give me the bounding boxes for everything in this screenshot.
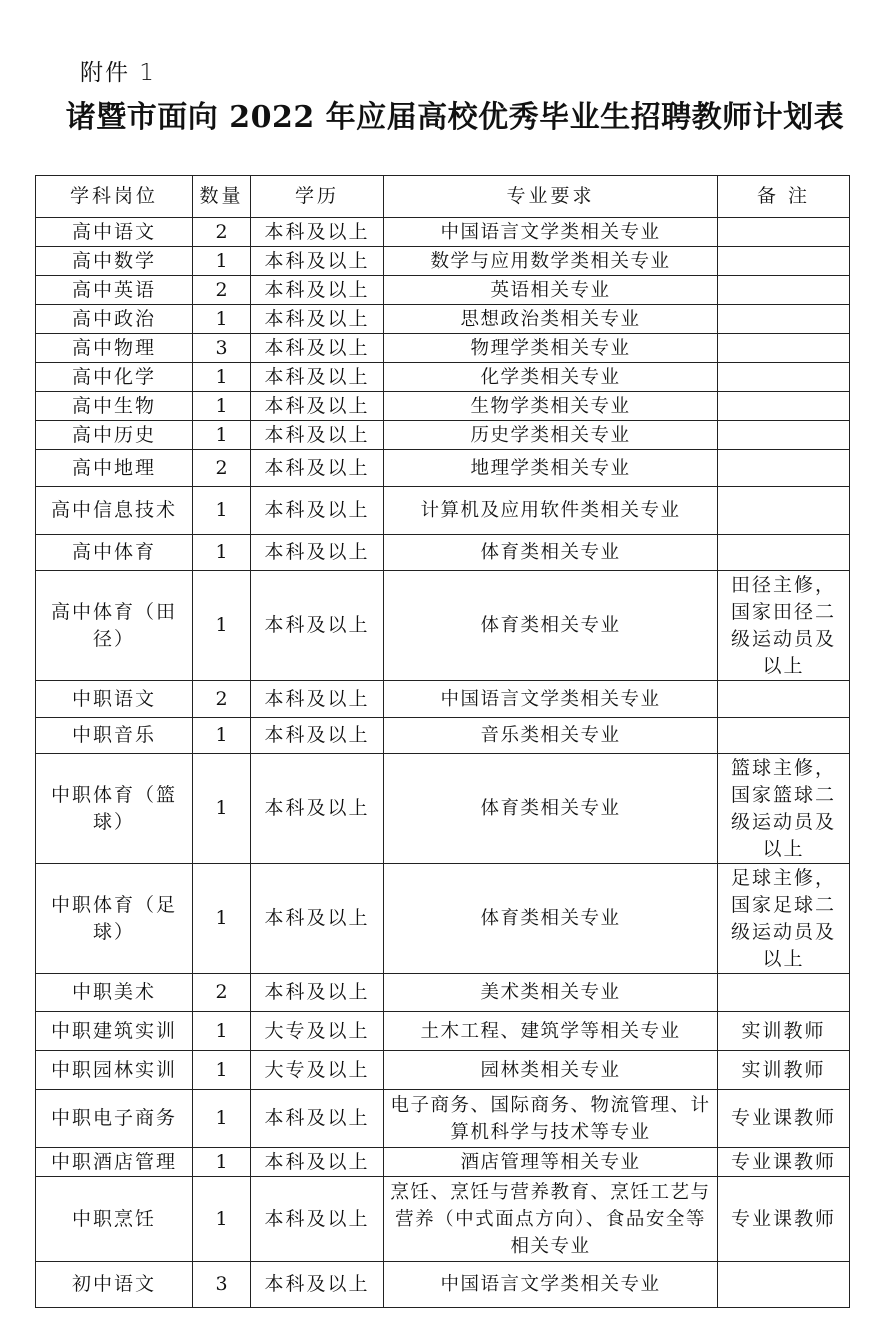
- table-row: [36, 1262, 850, 1308]
- cell-note: [718, 392, 850, 421]
- cell-count: 2: [193, 276, 251, 305]
- cell-note: 足球主修，国家足球二级运动员及以上: [718, 864, 850, 974]
- cell-education: 本科及以上: [251, 681, 384, 718]
- cell-major: 计算机及应用软件类相关专业: [384, 487, 718, 535]
- cell-education: 本科及以上: [251, 276, 384, 305]
- cell-note: [718, 305, 850, 334]
- cell-count: 1: [193, 1090, 251, 1148]
- cell-count: 1: [193, 421, 251, 450]
- cell-post: 高中生物: [36, 392, 193, 421]
- cell-post: 初中语文: [36, 1262, 193, 1308]
- cell-note: 专业课教师: [718, 1177, 850, 1262]
- cell-major: 体育类相关专业: [384, 864, 718, 974]
- table-row: [36, 754, 850, 864]
- cell-count: 2: [193, 218, 251, 247]
- cell-education: 本科及以上: [251, 974, 384, 1012]
- cell-post: 高中体育（田径）: [36, 571, 193, 681]
- cell-count: 1: [193, 487, 251, 535]
- cell-major: 化学类相关专业: [384, 363, 718, 392]
- cell-major: 电子商务、国际商务、物流管理、计算机科学与技术等专业: [384, 1090, 718, 1148]
- cell-note: [718, 718, 850, 754]
- cell-major: 地理学类相关专业: [384, 450, 718, 487]
- table-row: [36, 974, 850, 1012]
- cell-post: 高中语文: [36, 218, 193, 247]
- table-row: [36, 450, 850, 487]
- cell-count: 1: [193, 305, 251, 334]
- cell-count: 3: [193, 334, 251, 363]
- cell-major: 历史学类相关专业: [384, 421, 718, 450]
- cell-major: 体育类相关专业: [384, 535, 718, 571]
- cell-education: 本科及以上: [251, 218, 384, 247]
- cell-major: 数学与应用数学类相关专业: [384, 247, 718, 276]
- cell-education: 本科及以上: [251, 1090, 384, 1148]
- cell-note: [718, 974, 850, 1012]
- cell-count: 1: [193, 1012, 251, 1051]
- cell-post: 高中信息技术: [36, 487, 193, 535]
- table-row: [36, 218, 850, 247]
- cell-note: [718, 421, 850, 450]
- table-row: [36, 681, 850, 718]
- cell-post: 中职语文: [36, 681, 193, 718]
- table-row: [36, 1012, 850, 1051]
- cell-count: 2: [193, 681, 251, 718]
- cell-post: 中职美术: [36, 974, 193, 1012]
- cell-note: [718, 334, 850, 363]
- cell-note: 实训教师: [718, 1051, 850, 1090]
- cell-education: 本科及以上: [251, 487, 384, 535]
- cell-count: 1: [193, 571, 251, 681]
- cell-post: 高中化学: [36, 363, 193, 392]
- header-education: 学历: [251, 176, 384, 218]
- table-row: [36, 571, 850, 681]
- table-row: [36, 535, 850, 571]
- cell-post: 中职酒店管理: [36, 1148, 193, 1177]
- recruitment-plan-table: [35, 175, 850, 1308]
- table-row: [36, 718, 850, 754]
- cell-count: 1: [193, 1177, 251, 1262]
- cell-note: 专业课教师: [718, 1148, 850, 1177]
- table-row: [36, 864, 850, 974]
- cell-post: 中职园林实训: [36, 1051, 193, 1090]
- cell-note: 专业课教师: [718, 1090, 850, 1148]
- cell-post: 高中物理: [36, 334, 193, 363]
- cell-major: 体育类相关专业: [384, 571, 718, 681]
- cell-major: 中国语言文学类相关专业: [384, 218, 718, 247]
- table-row: [36, 334, 850, 363]
- cell-note: [718, 363, 850, 392]
- table-row: [36, 1090, 850, 1148]
- cell-education: 本科及以上: [251, 571, 384, 681]
- table-header-row: [36, 176, 850, 218]
- cell-education: 大专及以上: [251, 1012, 384, 1051]
- cell-post: 高中英语: [36, 276, 193, 305]
- cell-post: 高中数学: [36, 247, 193, 276]
- cell-major: 中国语言文学类相关专业: [384, 1262, 718, 1308]
- table-row: [36, 392, 850, 421]
- cell-education: 本科及以上: [251, 363, 384, 392]
- cell-post: 中职电子商务: [36, 1090, 193, 1148]
- page-title: 诸暨市面向 2022 年应届高校优秀毕业生招聘教师计划表: [65, 100, 845, 135]
- header-note: 备 注: [718, 176, 850, 218]
- cell-major: 体育类相关专业: [384, 754, 718, 864]
- cell-education: 本科及以上: [251, 450, 384, 487]
- table-row: [36, 1177, 850, 1262]
- cell-major: 烹饪、烹饪与营养教育、烹饪工艺与营养（中式面点方向）、食品安全等相关专业: [384, 1177, 718, 1262]
- cell-count: 1: [193, 392, 251, 421]
- cell-note: [718, 487, 850, 535]
- cell-note: 田径主修，国家田径二级运动员及以上: [718, 571, 850, 681]
- table-body: [36, 218, 850, 1308]
- cell-post: 高中历史: [36, 421, 193, 450]
- header-post: 学科岗位: [36, 176, 193, 218]
- cell-note: [718, 276, 850, 305]
- cell-post: 中职音乐: [36, 718, 193, 754]
- cell-post: 中职体育（篮球）: [36, 754, 193, 864]
- cell-count: 1: [193, 247, 251, 276]
- cell-major: 土木工程、建筑学等相关专业: [384, 1012, 718, 1051]
- cell-post: 中职建筑实训: [36, 1012, 193, 1051]
- cell-count: 1: [193, 363, 251, 392]
- cell-education: 本科及以上: [251, 864, 384, 974]
- cell-count: 1: [193, 718, 251, 754]
- cell-education: 大专及以上: [251, 1051, 384, 1090]
- cell-education: 本科及以上: [251, 535, 384, 571]
- table-row: [36, 487, 850, 535]
- table-row: [36, 305, 850, 334]
- cell-major: 物理学类相关专业: [384, 334, 718, 363]
- cell-note: 篮球主修，国家篮球二级运动员及以上: [718, 754, 850, 864]
- cell-major: 园林类相关专业: [384, 1051, 718, 1090]
- cell-education: 本科及以上: [251, 247, 384, 276]
- cell-education: 本科及以上: [251, 421, 384, 450]
- cell-post: 高中政治: [36, 305, 193, 334]
- cell-post: 中职体育（足球）: [36, 864, 193, 974]
- cell-major: 中国语言文学类相关专业: [384, 681, 718, 718]
- cell-post: 高中地理: [36, 450, 193, 487]
- cell-education: 本科及以上: [251, 1148, 384, 1177]
- cell-education: 本科及以上: [251, 392, 384, 421]
- cell-education: 本科及以上: [251, 718, 384, 754]
- table-row: [36, 247, 850, 276]
- cell-education: 本科及以上: [251, 334, 384, 363]
- cell-post: 高中体育: [36, 535, 193, 571]
- cell-count: 1: [193, 535, 251, 571]
- cell-count: 1: [193, 754, 251, 864]
- table-row: [36, 421, 850, 450]
- header-major: 专业要求: [384, 176, 718, 218]
- cell-note: [718, 681, 850, 718]
- cell-major: 酒店管理等相关专业: [384, 1148, 718, 1177]
- cell-count: 1: [193, 1051, 251, 1090]
- attachment-label: 附件 1: [80, 60, 156, 86]
- cell-note: [718, 535, 850, 571]
- cell-education: 本科及以上: [251, 1262, 384, 1308]
- cell-count: 3: [193, 1262, 251, 1308]
- cell-major: 生物学类相关专业: [384, 392, 718, 421]
- cell-major: 思想政治类相关专业: [384, 305, 718, 334]
- cell-education: 本科及以上: [251, 1177, 384, 1262]
- cell-note: [718, 1262, 850, 1308]
- cell-note: [718, 247, 850, 276]
- cell-major: 音乐类相关专业: [384, 718, 718, 754]
- cell-count: 2: [193, 450, 251, 487]
- table-row: [36, 276, 850, 305]
- table-row: [36, 363, 850, 392]
- cell-education: 本科及以上: [251, 754, 384, 864]
- cell-count: 1: [193, 864, 251, 974]
- table-row: [36, 1148, 850, 1177]
- table-row: [36, 1051, 850, 1090]
- cell-note: [718, 450, 850, 487]
- cell-count: 2: [193, 974, 251, 1012]
- header-count: 数量: [193, 176, 251, 218]
- cell-major: 美术类相关专业: [384, 974, 718, 1012]
- cell-education: 本科及以上: [251, 305, 384, 334]
- cell-count: 1: [193, 1148, 251, 1177]
- cell-note: [718, 218, 850, 247]
- cell-note: 实训教师: [718, 1012, 850, 1051]
- cell-major: 英语相关专业: [384, 276, 718, 305]
- cell-post: 中职烹饪: [36, 1177, 193, 1262]
